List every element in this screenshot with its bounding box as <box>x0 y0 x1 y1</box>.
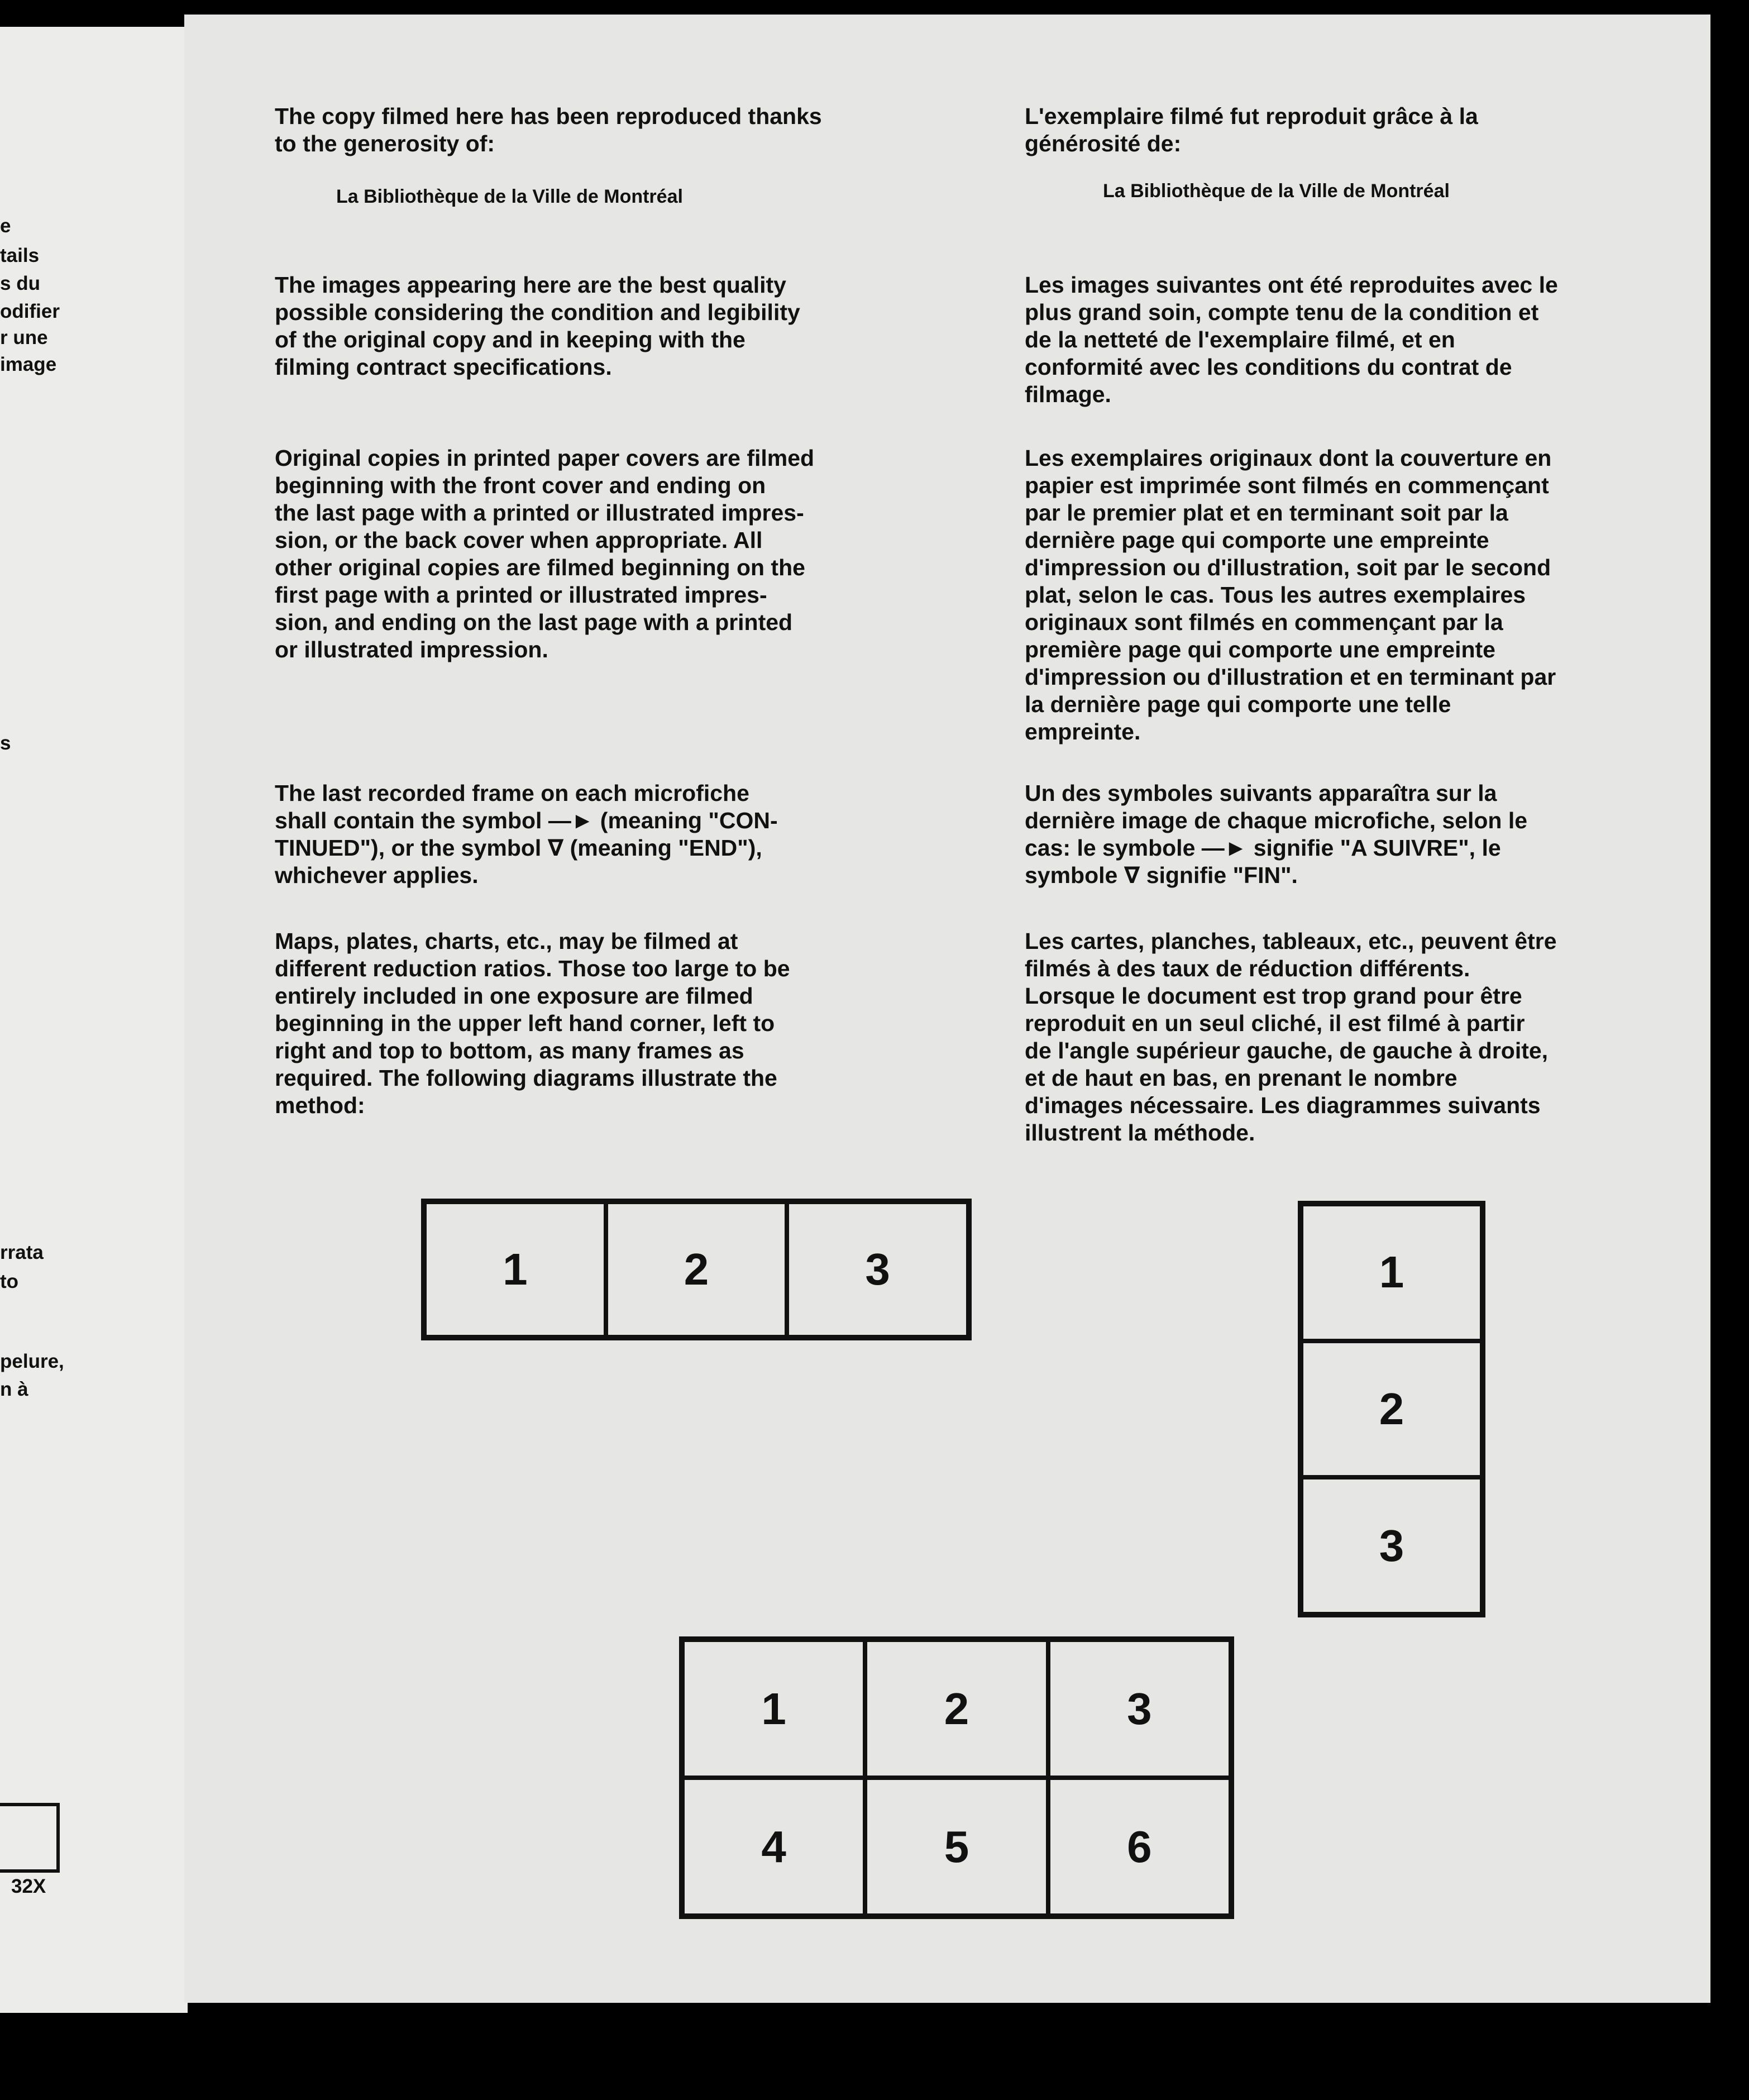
target-page <box>184 15 1710 2003</box>
english-intro: The copy filmed here has been reproduced thanks to the generosity of: <box>275 103 822 156</box>
french-symbols-paragraph: Un des symboles suivants apparaîtra sur la dernière image de chaque microfiche, selon le cas: le symbole —► signifie "A SUIVRE", le symbole ∇ signifie "FIN". <box>1025 780 1528 888</box>
french-covers-paragraph: Les exemplaires originaux dont la couverture en papier est imprimée sont filmés en commençant par le premier plat et en terminant soit par la dernière page qui comporte une empreinte d'impression ou d'illustration, soit par le second plat, selon le cas. Tous les autres exemplaires originaux sont filmés en commençant par la première page qui comporte une empreinte d'impression ou d'illustration et en terminant par la dernière page qui comporte une telle empreinte. <box>1025 445 1556 744</box>
fragment-text: rrata <box>0 1242 44 1263</box>
french-maps-paragraph: Les cartes, planches, tableaux, etc., peuvent être filmés à des taux de réduction différents. Lorsque le document est trop grand pour être reproduit en un seul cliché, il est filmé à partir de l'angle supérieur gauche, de gauche à droite, et de haut en bas, en prenant le nombre d'images nécessaire. Les diagrammes suivants illustrent la méthode. <box>1025 928 1557 1146</box>
english-library-name: La Bibliothèque de la Ville de Montréal <box>336 186 683 207</box>
fragment-text: tails <box>0 245 40 266</box>
english-quality-paragraph: The images appearing here are the best quality possible considering the condition and legibility of the original copy and in keeping with the filming contract specifications. <box>275 272 800 380</box>
frame-cell: 3 <box>1301 1477 1482 1614</box>
left-page-edge <box>0 27 188 2013</box>
fragment-text: pelure, <box>0 1350 64 1372</box>
french-intro: L'exemplaire filmé fut reproduit grâce à la générosité de: <box>1025 103 1478 156</box>
fragment-text: odifier <box>0 300 60 322</box>
reduction-label: 32X <box>11 1875 46 1897</box>
frame-cell: 1 <box>424 1202 606 1337</box>
frame-cell: 2 <box>1301 1341 1482 1478</box>
fragment-text: r une <box>0 327 48 349</box>
reduction-box <box>0 1803 60 1873</box>
fragment-text: s <box>0 732 11 754</box>
frame-cell: 4 <box>682 1778 865 1916</box>
frame-cell: 1 <box>682 1640 865 1778</box>
frame-cell: 3 <box>787 1202 968 1337</box>
english-symbols-paragraph: The last recorded frame on each microfiche shall contain the symbol —► (meaning "CON- TINUED"), or the symbol ∇ (meaning "END"), whichever applies. <box>275 780 778 888</box>
frame-cell: 2 <box>865 1640 1048 1778</box>
french-library-name: La Bibliothèque de la Ville de Montréal <box>1103 180 1450 202</box>
fragment-text: s du <box>0 273 40 294</box>
frame-cell: 2 <box>606 1202 787 1337</box>
french-quality-paragraph: Les images suivantes ont été reproduites avec le plus grand soin, compte tenu de la condition et de la netteté de l'exemplaire filmé, et en conformité avec les conditions du contrat de filmage. <box>1025 272 1558 407</box>
english-maps-paragraph: Maps, plates, charts, etc., may be filmed at different reduction ratios. Those too large to be entirely included in one exposure are filmed beginning in the upper left hand corner, left to right and top to bottom, as many frames as required. The following diagrams illustrate the method: <box>275 928 790 1118</box>
row-diagram <box>421 1199 972 1340</box>
fragment-text: n à <box>0 1378 28 1400</box>
english-covers-paragraph: Original copies in printed paper covers are filmed beginning with the front cover and ending on the last page with a printed or illustrated impres- sion, or the back cover when appropriate. All other original copies are filmed beginning on the first page with a printed or illustrated impres- sion, and ending on the last page with a printed or illustrated impression. <box>275 445 815 662</box>
column-diagram <box>1298 1201 1485 1617</box>
fragment-text: to <box>0 1271 19 1292</box>
frame-cell: 1 <box>1301 1204 1482 1341</box>
frame-cell: 5 <box>865 1778 1048 1916</box>
grid-diagram <box>679 1636 1234 1919</box>
frame-cell: 6 <box>1048 1778 1231 1916</box>
frame-cell: 3 <box>1048 1640 1231 1778</box>
fragment-text: e <box>0 215 11 237</box>
fragment-text: image <box>0 354 57 375</box>
